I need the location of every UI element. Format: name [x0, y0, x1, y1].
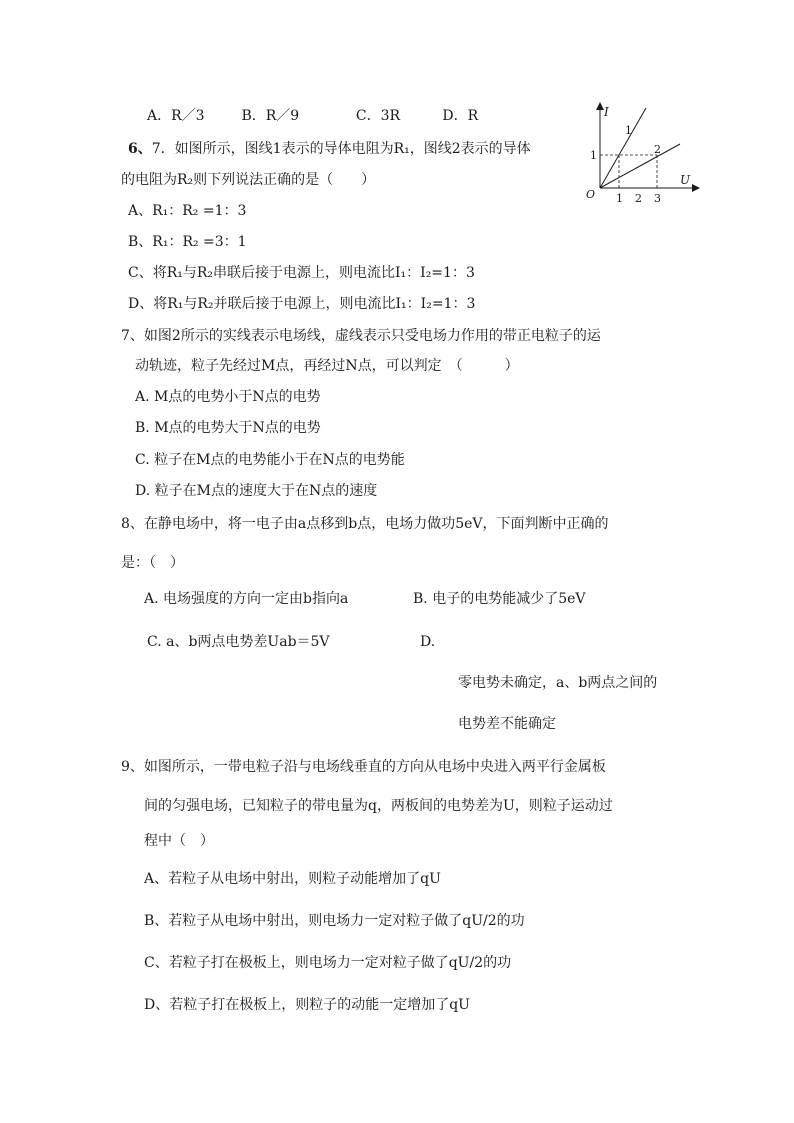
q7-option-c: C. 粒子在M点的电势能小于在N点的电势能 [135, 452, 405, 468]
graph-x-axis-label: U [680, 173, 691, 187]
graph-y-tick-label: 1 [590, 149, 597, 162]
q8-option-d-label: D. [420, 634, 436, 650]
q9-option-b: B、若粒子从电场中射出，则电场力一定对粒子做了qU/2的功 [144, 913, 525, 929]
graph-x-tick-3: 3 [654, 192, 661, 205]
q7-option-b: B. M点的电势大于N点的电势 [135, 420, 321, 436]
iu-graph [580, 98, 700, 208]
q8-stem-line2: 是：（ ） [121, 555, 184, 571]
graph-x-tick-2: 2 [635, 192, 642, 205]
q6-stem-text: 7．如图所示，图线1表示的导体电阻为R₁，图线2表示的导体 [151, 141, 531, 157]
q6-option-b: B、R₁：R₂ =3：1 [128, 234, 247, 250]
q9-option-c: C、若粒子打在极板上，则电场力一定对粒子做了qU/2的功 [144, 955, 512, 971]
q5-option-b: B．R／9 [241, 108, 300, 124]
q5-option-c: C．3R [355, 108, 401, 124]
q8-option-d-line2: 电势差不能确定 [458, 716, 556, 732]
q8-option-d-line1: 零电势未确定，a、b两点之间的 [458, 675, 658, 691]
graph-line-1-label: 1 [625, 124, 632, 137]
graph-y-axis-label: I [604, 105, 609, 119]
q6-option-d: D、将R₁与R₂并联后接于电源上，则电流比I₁：I₂=1：3 [128, 296, 476, 312]
q8-option-a: A. 电场强度的方向一定由b指向a [144, 591, 349, 607]
q8-option-c: C. a、b两点电势差Uab＝5V [147, 634, 330, 650]
q6-stem-line1 [128, 139, 531, 159]
q5-option-a: A．R／3 [147, 108, 205, 124]
q9-option-d: D、若粒子打在极板上，则粒子的动能一定增加了qU [144, 997, 470, 1013]
q6-option-a: A、R₁：R₂ =1：3 [128, 203, 247, 219]
q7-option-a: A. M点的电势小于N点的电势 [135, 389, 321, 405]
q6-number: 6、 [128, 141, 152, 157]
q8-option-b: B. 电子的电势能减少了5eV [413, 591, 586, 607]
q6-option-c: C、将R₁与R₂串联后接于电源上，则电流比I₁：I₂=1：3 [128, 265, 475, 281]
graph-x-tick-1: 1 [616, 192, 623, 205]
q7-option-d: D. 粒子在M点的速度大于在N点的速度 [135, 483, 378, 499]
q9-option-a: A、若粒子从电场中射出，则粒子动能增加了qU [144, 871, 441, 887]
graph-line-2 [600, 144, 680, 188]
graph-line-1 [600, 108, 646, 188]
q5-options [147, 106, 478, 126]
q9-stem-line2: 间的匀强电场，已知粒子的带电量为q，两板间的电势差为U，则粒子运动过 [144, 798, 613, 814]
graph-origin-label: O [586, 188, 596, 201]
q9-stem-line3: 程中（ ） [144, 833, 214, 849]
q8-stem-line1: 8、在静电场中，将一电子由a点移到b点，电场力做功5eV，下面判断中正确的 [121, 516, 609, 532]
q7-stem-line1: 7、如图2所示的实线表示电场线，虚线表示只受电场力作用的带正电粒子的运 [121, 328, 601, 344]
q9-stem-line1: 9、如图所示，一带电粒子沿与电场线垂直的方向从电场中央进入两平行金属板 [121, 759, 606, 775]
graph-line-2-label: 2 [654, 143, 661, 156]
q5-option-d: D．R [442, 108, 479, 124]
q6-stem-line2: 的电阻为R₂则下列说法正确的是（ ） [121, 172, 376, 188]
q7-stem-line2: 动轨迹，粒子先经过M点，再经过N点，可以判定 （ ） [135, 358, 519, 374]
